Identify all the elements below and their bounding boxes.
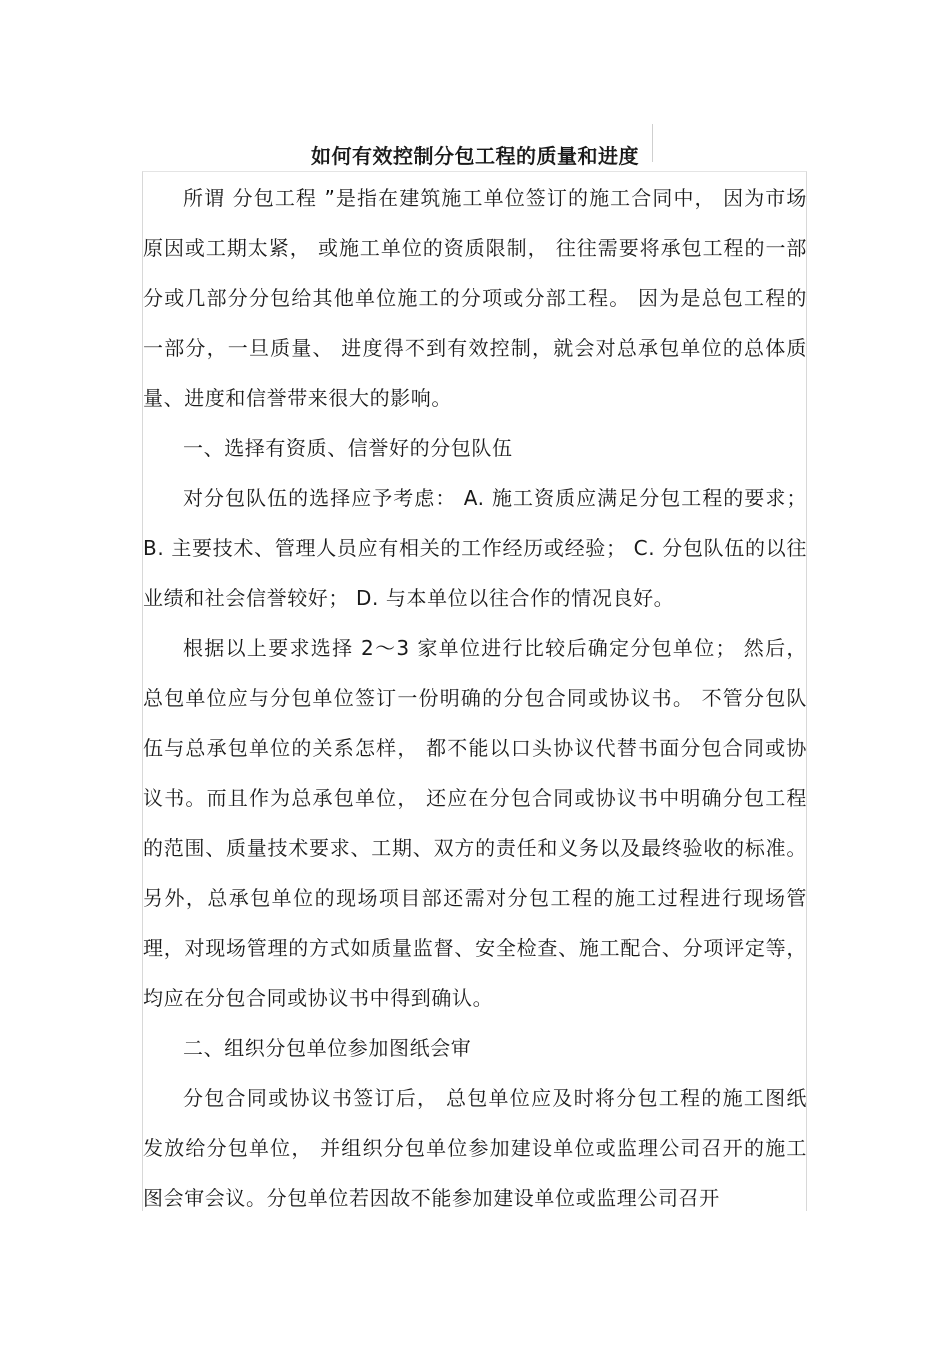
page-title: 如何有效控制分包工程的质量和进度 <box>311 144 639 169</box>
section-heading-1: 一、选择有资质、信誉好的分包队伍 <box>183 436 513 460</box>
paragraph-selection-criteria: 对分包队伍的选择应予考虑： A. 施工资质应满足分包工程的要求；B. 主要技术、管理人员应有相关的工作经历或经验； C. 分包队伍的以往业绩和社会信誉较好； D. 与本单位以往合作的情况良好。 <box>143 486 807 610</box>
document-body <box>143 173 807 1223</box>
paragraph-drawing-review: 分包合同或协议书签订后， 总包单位应及时将分包工程的施工图纸发放给分包单位， 并组织分包单位参加建设单位或监理公司召开的施工图会审会议。分包单位若因故不能参加建设单位或监理公司召开 <box>143 1086 807 1210</box>
section-heading-2: 二、组织分包单位参加图纸会审 <box>183 1036 472 1060</box>
paragraph-contract: 根据以上要求选择 2～3 家单位进行比较后确定分包单位； 然后，总包单位应与分包单位签订一份明确的分包合同或协议书。 不管分包队伍与总承包单位的关系怎样， 都不能以口头协议代替书面分包合同或协议书。而且作为总承包单位， 还应在分包合同或协议书中明确分包工程的范围、质量技术要求、工期、双方的责任和义务以及最终验收的标准。另外，总承包单位的现场项目部还需对分包工程的施工过程进行现场管理，对现场管理的方式如质量监督、安全检查、施工配合、分项评定等，均应在分包合同或协议书中得到确认。 <box>143 636 807 1010</box>
paragraph-intro: 所谓 分包工程 ”是指在建筑施工单位签订的施工合同中， 因为市场原因或工期太紧， 或施工单位的资质限制， 往往需要将承包工程的一部分或几部分分包给其他单位施工的分项或分部工程。 因为是总包工程的一部分，一旦质量、 进度得不到有效控制，就会对总承包单位的总体质量、进度和信誉带来很大的影响。 <box>143 186 807 410</box>
